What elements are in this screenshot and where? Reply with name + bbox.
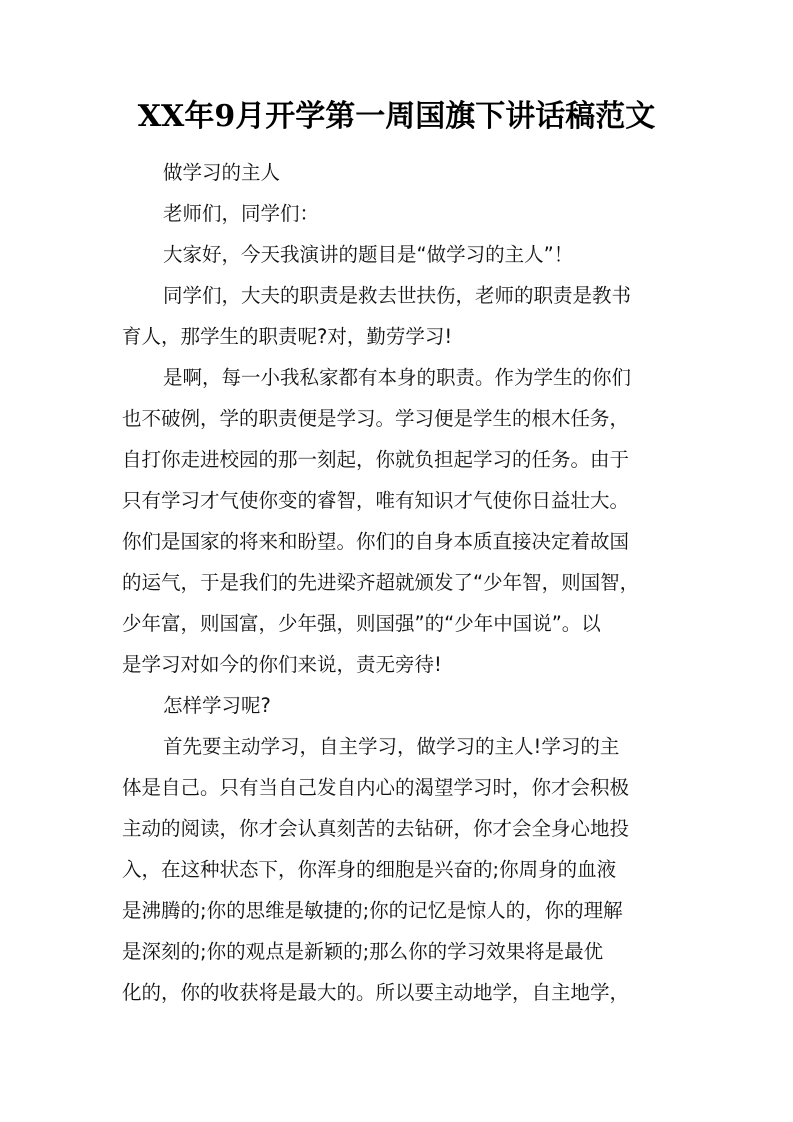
text-line: 入，在这种状态下，你浑身的细胞是兴奋的;你周身的血液 <box>122 858 617 881</box>
paragraph-active-learning <box>122 726 670 1013</box>
text-line: 是沸腾的;你的思维是敏捷的;你的记忆是惊人的，你的理解 <box>122 899 623 922</box>
text-line: 怎样学习呢? <box>163 694 271 717</box>
text-line: 首先要主动学习，自主学习，做学习的主人!学习的主 <box>163 735 620 758</box>
paragraph-heading <box>122 152 670 193</box>
text-line: 少年富，则国富，少年强，则国强”的“少年中国说”。以 <box>122 612 601 635</box>
text-line: 同学们，大夫的职责是救去世扶伤，老师的职责是教书 <box>163 284 632 307</box>
paragraph-how-to-learn <box>122 685 670 726</box>
document-title: XX年9月开学第一周国旗下讲话稿范文 <box>137 99 656 134</box>
text-line: 育人，那学生的职责呢?对，勤劳学习! <box>122 325 453 348</box>
paragraph-greeting <box>122 234 670 275</box>
paragraph-student-duty <box>122 357 670 685</box>
text-line: 大家好，今天我演讲的题目是“做学习的主人”！ <box>163 243 574 266</box>
text-line: 只有学习才气使你变的睿智，唯有知识才气使你日益壮大。 <box>122 489 630 512</box>
paragraph-salutation <box>122 193 670 234</box>
text-line: 主动的阅读，你才会认真刻苦的去钻研，你才会全身心地投 <box>122 817 630 840</box>
text-line: 是啊，每一小我私家都有本身的职责。作为学生的你们 <box>163 366 632 389</box>
text-line: 是深刻的;你的观点是新颖的;那么你的学习效果将是最优 <box>122 940 604 963</box>
text-line: 自打你走进校园的那一刻起，你就负担起学习的任务。由于 <box>122 448 630 471</box>
text-line: 你们是国家的将来和盼望。你们的自身本质直接决定着故国 <box>122 530 630 553</box>
document-body <box>122 152 670 1013</box>
text-line: 化的，你的收获将是最大的。所以要主动地学，自主地学， <box>122 981 630 1004</box>
text-line: 老师们，同学们： <box>163 202 320 225</box>
text-line: 的运气，于是我们的先进梁齐超就颁发了“少年智，则国智， <box>122 571 640 594</box>
text-line: 体是自己。只有当自己发自内心的渴望学习时，你才会积极 <box>122 776 630 799</box>
paragraph-duty <box>122 275 670 357</box>
text-line: 也不破例，学的职责便是学习。学习便是学生的根木任务， <box>122 407 630 430</box>
text-line: 做学习的主人 <box>163 161 281 184</box>
text-line: 是学习对如今的你们来说，责无旁待! <box>122 653 442 676</box>
